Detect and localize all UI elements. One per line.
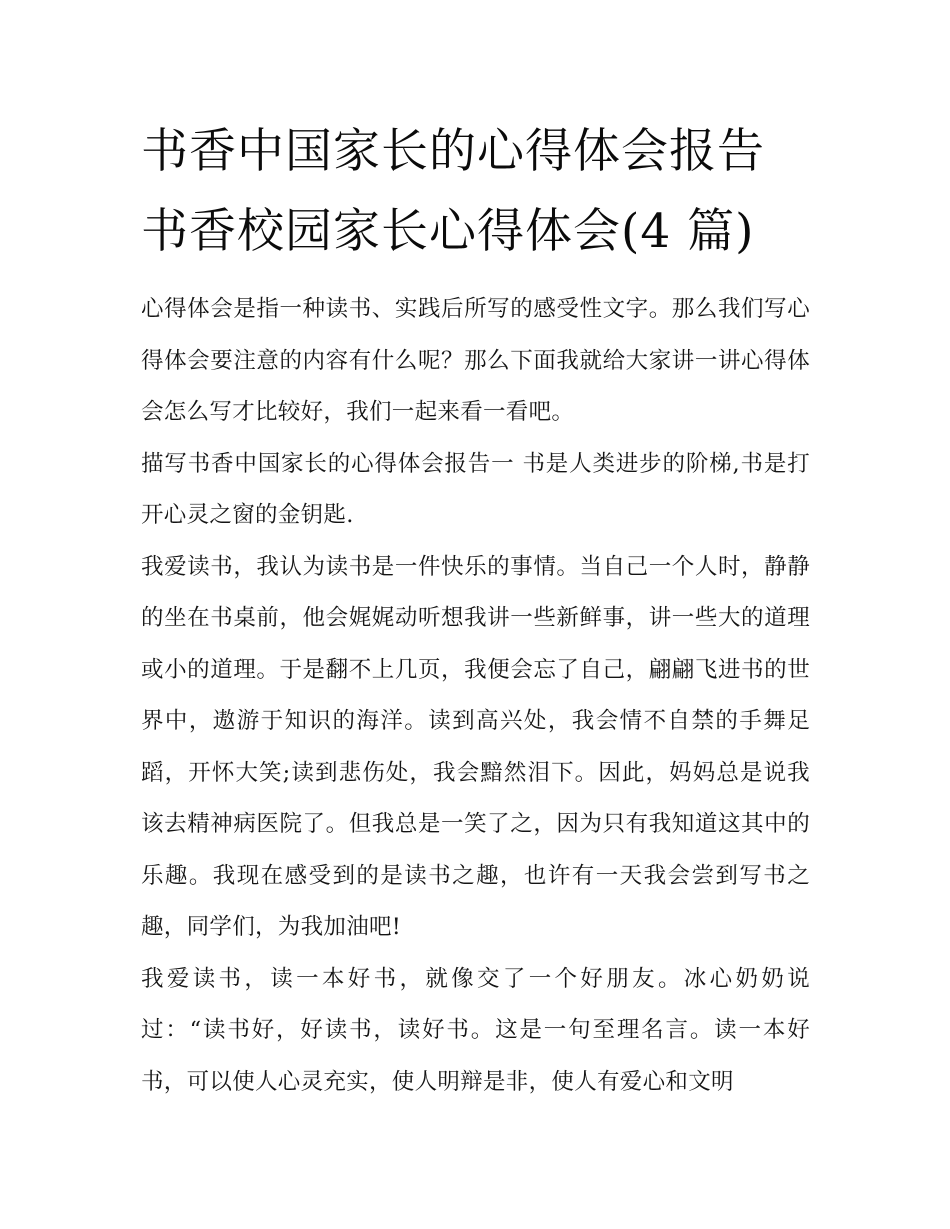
paragraph-intro: 心得体会是指一种读书、实践后所写的感受性文字。那么我们写心得体会要注意的内容有什么呢？那么下面我就给大家讲一讲心得体会怎么写才比较好，我们一起来看一看吧。 <box>141 296 810 425</box>
paragraph-reading-joy: 我爱读书，我认为读书是一件快乐的事情。当自己一个人时，静静的坐在书桌前，他会娓娓动听想我讲一些新鲜事，讲一些大的道理或小的道理。于是翻不上几页，我便会忘了自己，翩翩飞进书的世界中，遨游于知识的海洋。读到高兴处，我会情不自禁的手舞足蹈，开怀大笑;读到悲伤处，我会黯然泪下。因此，妈妈总是说我该去精神病医院了。但我总是一笑了之，因为只有我知道这其中的乐趣。我现在感受到的是读书之趣，也许有一天我会尝到写书之趣，同学们，为我加油吧! <box>141 553 810 940</box>
document-body <box>141 284 810 1108</box>
paragraph-section-heading: 描写书香中国家长的心得体会报告一 书是人类进步的阶梯,书是打开心灵之窗的金钥匙. <box>141 450 810 528</box>
title-line-1: 书香中国家长的心得体会报告 <box>141 124 765 179</box>
title-line-2: 书香校园家长心得体会(4 篇) <box>141 204 755 259</box>
paragraph-good-book: 我爱读书，读一本好书，就像交了一个好朋友。冰心奶奶说过：“读书好，好读书，读好书。这是一句至理名言。读一本好书，可以使人心灵充实，使人明辩是非，使人有爱心和文明 <box>141 965 810 1095</box>
document-title <box>141 112 810 272</box>
